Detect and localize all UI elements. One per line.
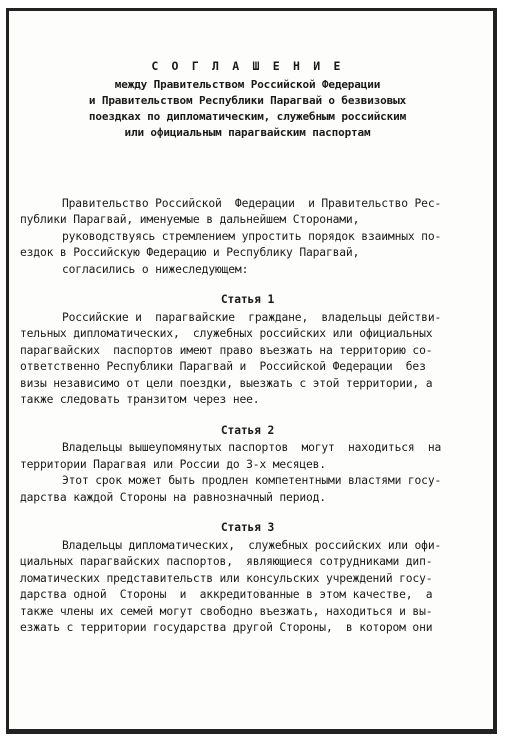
document-body <box>20 58 475 637</box>
article-title: Статья 3 <box>220 521 275 535</box>
article-line: также следовать транзитом через нее. <box>20 393 260 407</box>
article-line: визы независимо от цели поездки, выезжать с этой территории, а <box>20 376 433 390</box>
preamble-line: руководствуясь стремлением упростить порядок взаимных по- <box>62 229 442 243</box>
article-line: дарства одной Стороны и аккредитованные в этом качестве, а <box>20 588 433 602</box>
article-line: ответственно Республики Парагвай и Российской Федерации без <box>20 360 426 374</box>
article-3 <box>20 520 475 637</box>
document-subtitle <box>20 77 475 142</box>
subtitle-line: или официальным парагвайским паспортам <box>124 126 371 140</box>
article-line: Этот срок может быть продлен компетентными властями госу- <box>62 474 442 488</box>
article-1 <box>20 292 475 409</box>
article-line: парагвайских паспортов имеют право въезжать на территорию со- <box>20 343 433 357</box>
preamble-line: Правительство Российской Федерации и Правительство Рес- <box>62 196 442 210</box>
article-title: Статья 2 <box>220 423 275 437</box>
article-line: Владельцы дипломатических, служебных российских или офи- <box>62 538 442 552</box>
article-line: дарства каждой Стороны на равнозначный период. <box>20 490 326 504</box>
article-line: Российские и парагвайские граждане, владельцы действи- <box>62 310 442 324</box>
article-line: территории Парагвая или России до 3-х месяцев. <box>20 457 326 471</box>
article-line: Владельцы вышеупомянутых паспортов могут находиться на <box>62 441 442 455</box>
article-line: циальных парагвайских паспортов, являющиеся сотрудниками дип- <box>20 555 433 569</box>
article-title: Статья 1 <box>220 293 275 307</box>
preamble-line: согласились о нижеследующем: <box>62 262 249 276</box>
subtitle-line: между Правительством Российской Федерации <box>114 77 381 91</box>
subtitle-line: и Правительством Республики Парагвай о безвизовых <box>88 93 407 107</box>
document-title: С О Г Л А Ш Е Н И Е <box>151 59 344 73</box>
preamble <box>20 196 475 279</box>
preamble-line: ездок в Российскую Федерацию и Республику Парагвай, <box>20 246 360 260</box>
article-line: ломатических представительств или консульских учреждений госу- <box>20 571 433 585</box>
document-title-block <box>20 58 475 142</box>
article-line: тельных дипломатических, служебных российских или официальных <box>20 327 433 341</box>
preamble-line: публики Парагвай, именуемые в дальнейшем Сторонами, <box>20 213 360 227</box>
subtitle-line: поездках по дипломатическим, служебным российским <box>88 110 407 124</box>
article-line: езжать с территории государства другой Стороны, в котором они <box>20 621 433 635</box>
article-line: также члены их семей могут свободно въезжать, находиться и вы- <box>20 604 433 618</box>
article-2 <box>20 423 475 507</box>
